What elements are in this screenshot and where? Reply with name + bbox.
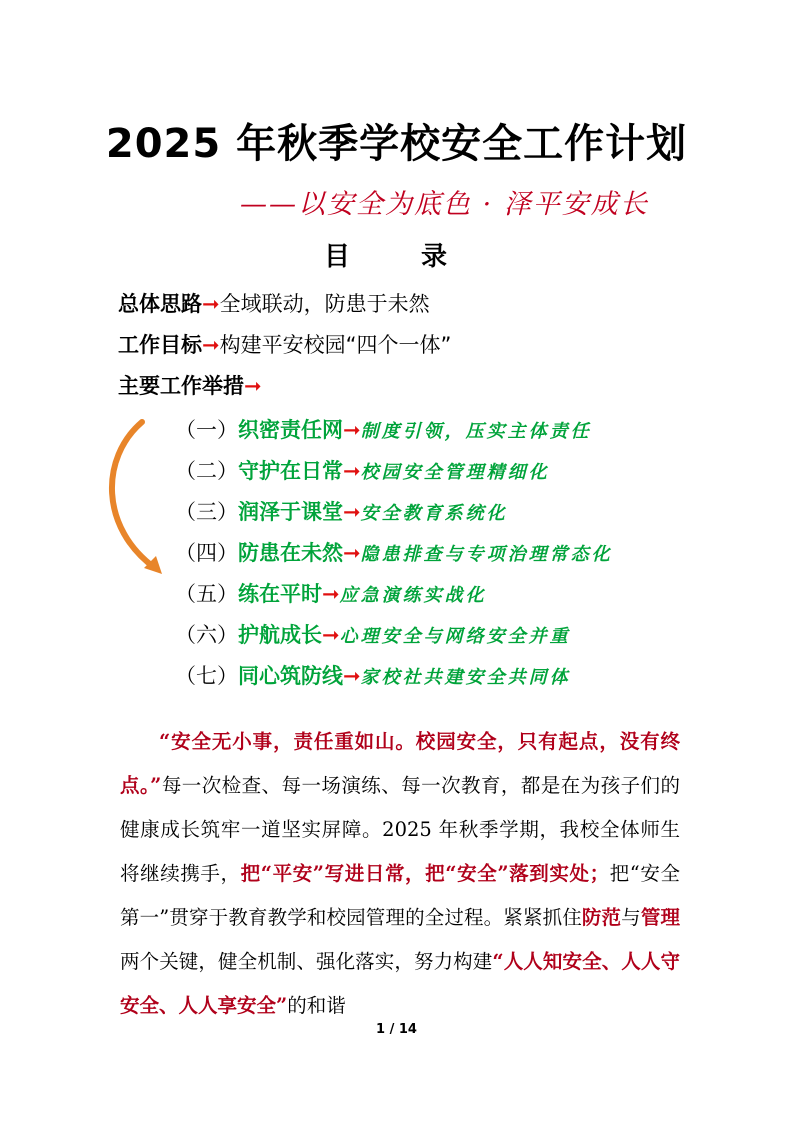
measure-number: （二） — [175, 459, 238, 483]
arrow-icon: ➞ — [322, 582, 340, 606]
toc-line-1 — [118, 288, 430, 318]
toc-keyword: 工作目标 — [118, 333, 202, 357]
measure-name: 守护在日常 — [238, 459, 343, 483]
toc-heading: 目 录 — [323, 242, 470, 272]
toc-keyword: 总体思路 — [118, 292, 202, 316]
measure-name: 防患在未然 — [238, 541, 343, 565]
body-text: 每一次检查、每一场演练、每一次教育，都是在为孩子们的健康成长筑牢一道坚实屏障。2025 年秋季学期，我校全体师生将继续携手， — [120, 774, 680, 885]
measure-name: 同心筑防线 — [238, 664, 343, 688]
arrow-icon: ➞ — [343, 500, 361, 524]
arrow-icon: ➞ — [343, 418, 361, 442]
document-title: 2025 年秋季学校安全工作计划 — [105, 121, 688, 167]
arrow-icon: ➞ — [343, 664, 361, 688]
measure-desc: 制度引领，压实主体责任 — [360, 421, 592, 442]
arrow-icon: ➞ — [244, 374, 262, 398]
body-text: 与 — [621, 906, 641, 929]
measure-name: 护航成长 — [238, 623, 322, 647]
toc-text: 构建平安校园“四个一体” — [219, 333, 452, 357]
measure-desc: 隐患排查与专项治理常态化 — [360, 544, 613, 565]
measure-desc: 校园安全管理精细化 — [360, 462, 550, 483]
measure-number: （一） — [175, 418, 238, 442]
body-text: 的和谐 — [287, 994, 346, 1017]
emphasis-text: “人人知安全、人人守安全、人人享安全” — [120, 950, 680, 1017]
arrow-icon: ➞ — [202, 292, 220, 316]
measure-desc: 安全教育系统化 — [360, 503, 508, 524]
emphasis-text: “安全无小事，责任重如山。校园安全，只有起点，没有终点。” — [120, 730, 680, 797]
measure-number: （七） — [175, 664, 238, 688]
measure-item-7 — [175, 660, 571, 690]
toc-line-2 — [118, 329, 451, 359]
measure-name: 织密责任网 — [238, 418, 343, 442]
measure-item-3 — [175, 496, 508, 526]
measure-item-5 — [175, 578, 487, 608]
arrow-icon: ➞ — [202, 333, 220, 357]
measure-name: 润泽于课堂 — [238, 500, 343, 524]
measure-item-6 — [175, 619, 571, 649]
measure-item-4 — [175, 537, 613, 567]
toc-keyword: 主要工作举措 — [118, 374, 244, 398]
measure-item-1 — [175, 414, 592, 444]
emphasis-text: 防范 — [581, 906, 622, 929]
arrow-icon: ➞ — [343, 541, 361, 565]
measure-name: 练在平时 — [238, 582, 322, 606]
measure-number: （三） — [175, 500, 238, 524]
measure-desc: 应急演练实战化 — [339, 585, 487, 606]
measure-number: （六） — [175, 623, 238, 647]
emphasis-text: 把“平安”写进日常，把“安全”落到实处； — [240, 862, 610, 885]
document-subtitle: ——以安全为底色 · 泽平安成长 — [240, 189, 649, 220]
arrow-icon: ➞ — [343, 459, 361, 483]
toc-line-3 — [118, 370, 262, 400]
measure-number: （四） — [175, 541, 238, 565]
curved-arrow-icon — [100, 418, 170, 578]
emphasis-text: 管理 — [640, 906, 680, 929]
measure-item-2 — [175, 455, 550, 485]
measure-desc: 心理安全与网络安全并重 — [339, 626, 571, 647]
intro-paragraph — [120, 720, 680, 1028]
toc-text: 全域联动，防患于未然 — [219, 292, 430, 316]
measure-desc: 家校社共建安全共同体 — [360, 667, 571, 688]
body-text: 把“安全第一”贯穿于教育教学和校园管理的全过程。紧紧抓住 — [120, 862, 680, 929]
measure-number: （五） — [175, 582, 238, 606]
page-number: 1 / 14 — [376, 1022, 417, 1037]
arrow-icon: ➞ — [322, 623, 340, 647]
body-text: 两个关键，健全机制、强化落实，努力构建 — [120, 950, 493, 973]
